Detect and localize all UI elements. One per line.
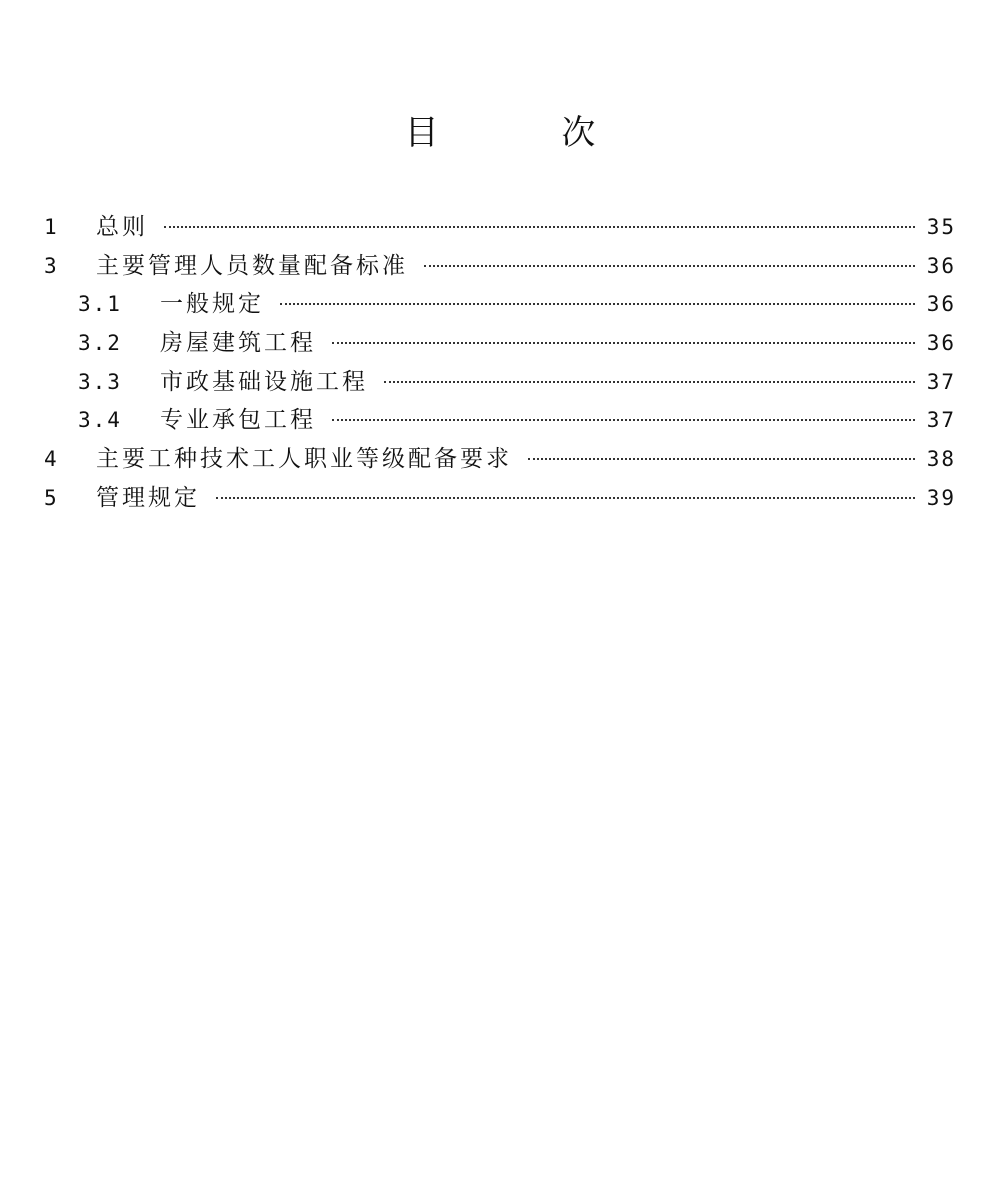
toc-entry-number: 3.3: [78, 369, 122, 394]
dot-leader: [216, 497, 915, 499]
toc-entry-title: 管理规定: [96, 484, 200, 511]
toc-entry-page: 39: [926, 485, 956, 510]
dot-leader: [280, 303, 915, 305]
toc-entry-3[interactable]: [44, 247, 956, 286]
toc-entry-1[interactable]: [44, 208, 956, 247]
table-of-contents: [44, 208, 956, 518]
toc-entry-number: 5: [44, 485, 59, 510]
toc-entry-page: 36: [926, 331, 956, 356]
toc-entry-number: 3.4: [78, 408, 122, 433]
toc-entry-3-3[interactable]: [44, 363, 956, 402]
toc-entry-number: 4: [44, 447, 59, 472]
dot-leader: [528, 458, 915, 460]
toc-entry-3-4[interactable]: [44, 401, 956, 440]
toc-entry-page: 35: [926, 215, 956, 239]
toc-entry-page: 38: [926, 447, 956, 472]
toc-entry-3-2[interactable]: [44, 324, 956, 363]
toc-entry-4[interactable]: [44, 440, 956, 479]
toc-entry-title: 专业承包工程: [160, 407, 316, 434]
dot-leader: [164, 226, 915, 228]
toc-entry-3-1[interactable]: [44, 285, 956, 324]
dot-leader: [384, 381, 915, 383]
toc-entry-number: 3.1: [78, 292, 122, 317]
toc-entry-page: 37: [926, 369, 956, 394]
toc-entry-number: 1: [44, 215, 59, 239]
dot-leader: [424, 265, 915, 267]
toc-entry-title: 主要工种技术工人职业等级配备要求: [96, 446, 512, 473]
toc-entry-number: 3: [44, 253, 59, 278]
toc-entry-title: 一般规定: [160, 291, 264, 318]
toc-entry-page: 36: [926, 292, 956, 317]
toc-entry-title: 总则: [96, 214, 148, 240]
toc-entry-title: 主要管理人员数量配备标准: [96, 252, 408, 279]
toc-entry-page: 36: [926, 253, 956, 278]
toc-entry-title: 房屋建筑工程: [160, 330, 316, 357]
toc-entry-title: 市政基础设施工程: [160, 368, 368, 395]
toc-entry-5[interactable]: [44, 479, 956, 518]
toc-entry-page: 37: [926, 408, 956, 433]
dot-leader: [332, 419, 915, 421]
dot-leader: [332, 342, 915, 344]
toc-entry-number: 3.2: [78, 331, 122, 356]
page-title: 目 次: [404, 113, 652, 153]
